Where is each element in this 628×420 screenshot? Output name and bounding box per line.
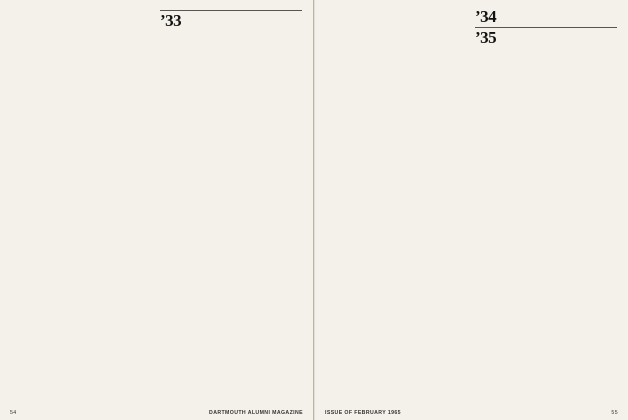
right-page-column-2 [475, 7, 617, 401]
class-year: ’35 [475, 28, 497, 47]
page-number-right: 55 [611, 410, 618, 416]
issue-date-footer: ISSUE OF FEBRUARY 1965 [325, 410, 401, 416]
class-divider-rule [475, 27, 617, 28]
class-year: ’33 [160, 11, 182, 30]
class-heading-1934 [475, 9, 617, 24]
class-heading-1933 [160, 13, 302, 28]
left-page-column-2 [160, 7, 302, 401]
left-page-footer [10, 410, 303, 416]
right-page-footer [325, 410, 618, 416]
magazine-title-footer: DARTMOUTH ALUMNI MAGAZINE [209, 410, 303, 416]
class-heading-1935 [475, 30, 617, 45]
right-page-column-1 [325, 7, 467, 401]
right-page [314, 0, 628, 420]
class-year: ’34 [475, 7, 497, 26]
left-page-column-1 [10, 7, 152, 401]
class-divider-rule [160, 10, 302, 11]
page-number-left: 54 [10, 410, 17, 416]
